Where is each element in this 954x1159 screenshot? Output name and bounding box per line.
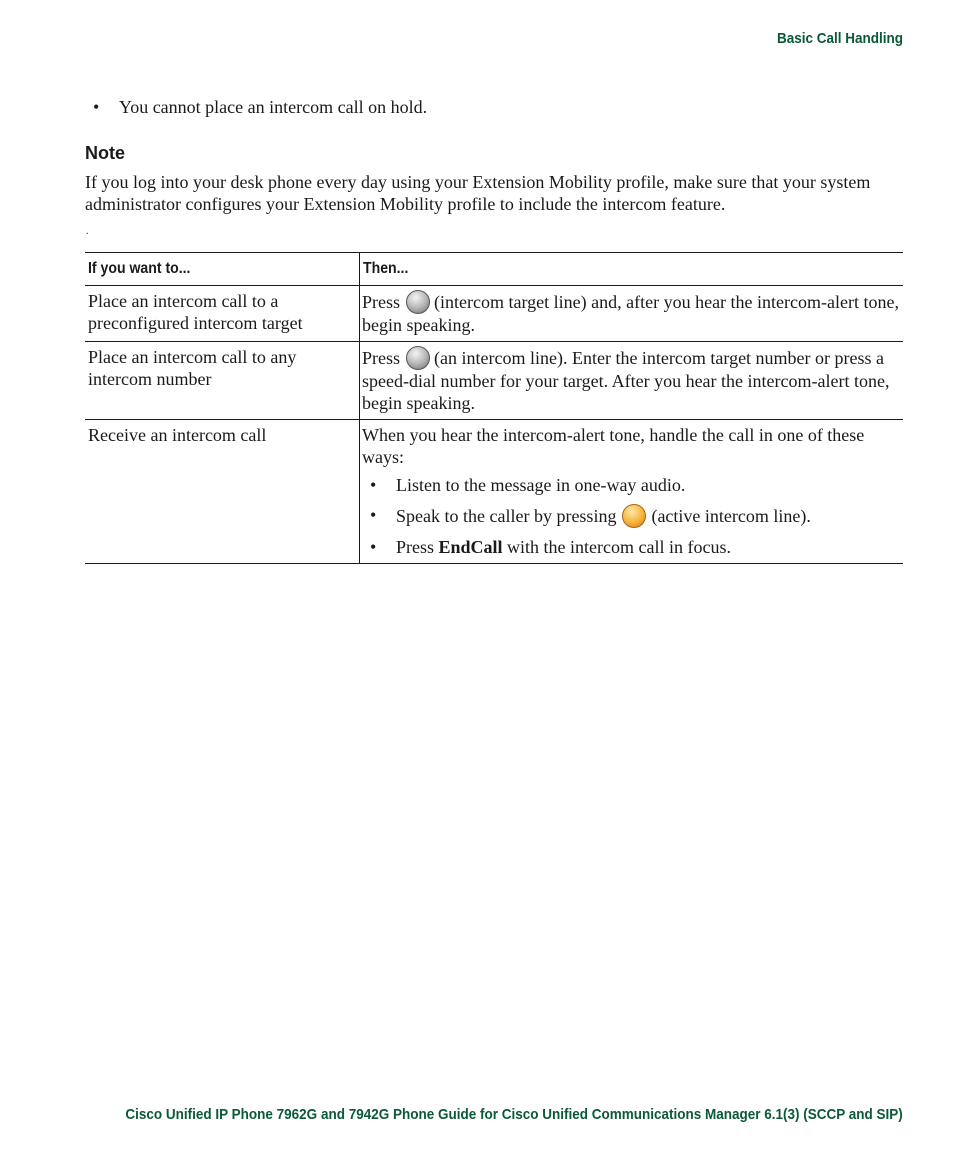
note-heading: Note (85, 143, 125, 163)
header-cell-then: Then... (363, 260, 409, 277)
endcall-softkey-label: EndCall (438, 537, 503, 557)
table-header-row (85, 253, 903, 286)
receive-intro: When you hear the intercom-alert tone, handle the call in one of these ways: (362, 425, 865, 467)
cell-want: Place an intercom call to any intercom number (85, 342, 360, 420)
table-row (85, 286, 903, 342)
cell-want: Receive an intercom call (85, 420, 360, 564)
bullet-text: You cannot place an intercom call on hold. (119, 97, 428, 117)
intercom-line-button-icon (406, 290, 430, 314)
option-listen: • Listen to the message in one-way audio. (362, 474, 899, 496)
intercom-line-button-icon (406, 346, 430, 370)
cell-then: Press (intercom target line) and, after you hear the intercom-alert tone, begin speaking. (362, 292, 899, 335)
option-speak: • Speak to the caller by pressing (active intercom line). (362, 504, 899, 528)
header-cell-want: If you want to... (85, 253, 360, 286)
cell-want: Place an intercom call to a preconfigured intercom target (85, 286, 360, 342)
table-row (85, 420, 903, 564)
intercom-table (85, 252, 903, 564)
bullet-marker: • (93, 97, 100, 117)
active-intercom-line-button-icon (622, 504, 646, 528)
bullet-item (93, 97, 427, 118)
option-endcall: • Press EndCall with the intercom call in focus. (362, 536, 899, 558)
table-row (85, 342, 903, 420)
cell-then: Press (an intercom line). Enter the intercom target number or press a speed-dial number for your target. After you hear the intercom-alert tone, begin speaking. (362, 348, 890, 413)
trailing-mark: . (86, 226, 89, 237)
receive-options (362, 474, 899, 558)
running-footer: Cisco Unified IP Phone 7962G and 7942G Phone Guide for Cisco Unified Communications Manager 6.1(3) (SCCP and SIP) (125, 1106, 903, 1123)
note-body: If you log into your desk phone every day using your Extension Mobility profile, make sure that your system administrator configures your Extension Mobility profile to include the intercom feature. (85, 172, 871, 214)
running-header: Basic Call Handling (776, 30, 903, 47)
cell-then (360, 420, 904, 564)
